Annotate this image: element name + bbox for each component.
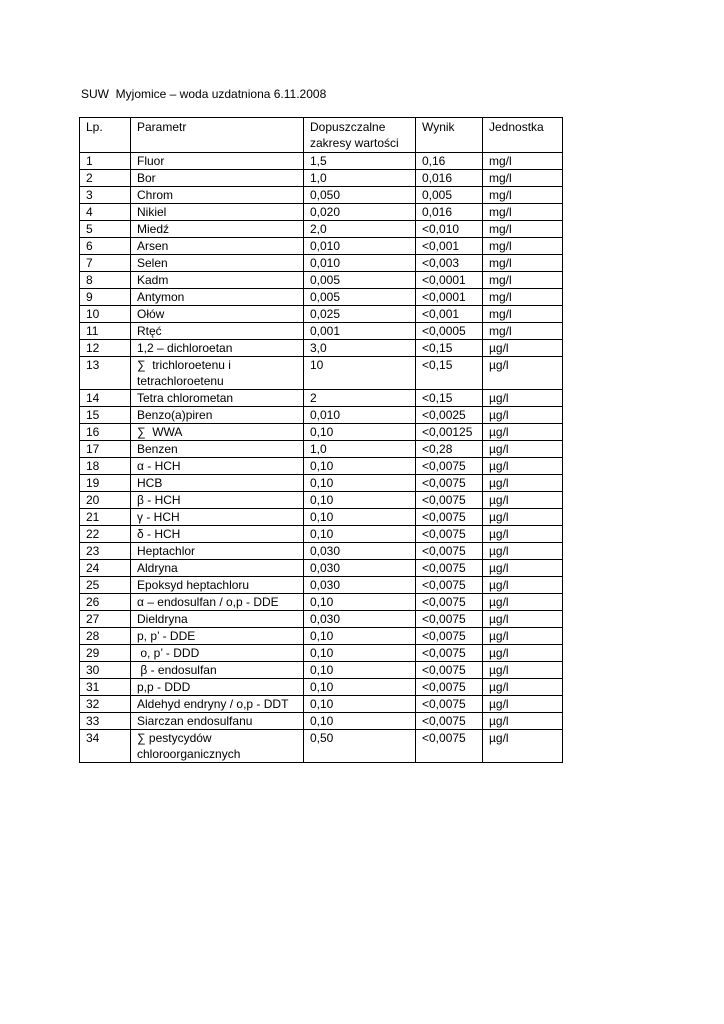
cell-zakres: 0,010 — [304, 238, 416, 255]
table-row — [80, 187, 563, 204]
cell-parametr: β - endosulfan — [131, 662, 304, 679]
cell-zakres: 0,10 — [304, 594, 416, 611]
cell-wynik: <0,0075 — [416, 679, 483, 696]
cell-jednostka: µg/l — [483, 696, 563, 713]
cell-parametr: Arsen — [131, 238, 304, 255]
cell-wynik: <0,001 — [416, 306, 483, 323]
cell-lp: 13 — [80, 357, 131, 390]
table-row — [80, 475, 563, 492]
cell-lp: 18 — [80, 458, 131, 475]
cell-zakres: 0,50 — [304, 730, 416, 763]
cell-lp: 23 — [80, 543, 131, 560]
cell-parametr: Dieldryna — [131, 611, 304, 628]
table-body — [80, 153, 563, 763]
cell-lp: 1 — [80, 153, 131, 170]
cell-zakres: 0,10 — [304, 492, 416, 509]
cell-parametr: β - HCH — [131, 492, 304, 509]
cell-wynik: <0,0075 — [416, 611, 483, 628]
table-row — [80, 424, 563, 441]
cell-jednostka: mg/l — [483, 272, 563, 289]
cell-zakres: 0,030 — [304, 560, 416, 577]
cell-jednostka: µg/l — [483, 543, 563, 560]
table-row — [80, 577, 563, 594]
cell-wynik: 0,16 — [416, 153, 483, 170]
cell-wynik: 0,005 — [416, 187, 483, 204]
cell-zakres: 0,10 — [304, 679, 416, 696]
cell-wynik: <0,00125 — [416, 424, 483, 441]
cell-jednostka: µg/l — [483, 526, 563, 543]
cell-zakres: 0,050 — [304, 187, 416, 204]
cell-lp: 22 — [80, 526, 131, 543]
cell-lp: 26 — [80, 594, 131, 611]
cell-zakres: 0,10 — [304, 696, 416, 713]
cell-jednostka: µg/l — [483, 594, 563, 611]
cell-parametr: ∑ WWA — [131, 424, 304, 441]
cell-jednostka: µg/l — [483, 645, 563, 662]
header-parametr: Parametr — [131, 118, 304, 153]
cell-lp: 19 — [80, 475, 131, 492]
cell-parametr: Rtęć — [131, 323, 304, 340]
cell-parametr: p,p - DDD — [131, 679, 304, 696]
cell-parametr: ∑ trichloroetenu i tetrachloroetenu — [131, 357, 304, 390]
table-row — [80, 255, 563, 272]
cell-jednostka: mg/l — [483, 170, 563, 187]
cell-wynik: <0,0075 — [416, 526, 483, 543]
cell-zakres: 0,10 — [304, 628, 416, 645]
cell-lp: 20 — [80, 492, 131, 509]
cell-wynik: <0,0075 — [416, 492, 483, 509]
table-row — [80, 611, 563, 628]
cell-parametr: Aldryna — [131, 560, 304, 577]
cell-parametr: Aldehyd endryny / o,p - DDT — [131, 696, 304, 713]
cell-wynik: <0,0025 — [416, 407, 483, 424]
table-row — [80, 696, 563, 713]
table-row — [80, 272, 563, 289]
cell-jednostka: mg/l — [483, 323, 563, 340]
cell-jednostka: µg/l — [483, 357, 563, 390]
cell-jednostka: µg/l — [483, 577, 563, 594]
cell-wynik: <0,0005 — [416, 323, 483, 340]
table-row — [80, 340, 563, 357]
table-row — [80, 153, 563, 170]
cell-zakres: 2 — [304, 390, 416, 407]
cell-parametr: o, p’ - DDD — [131, 645, 304, 662]
cell-zakres: 0,030 — [304, 611, 416, 628]
cell-zakres: 0,030 — [304, 577, 416, 594]
cell-lp: 31 — [80, 679, 131, 696]
cell-jednostka: mg/l — [483, 204, 563, 221]
cell-zakres: 1,5 — [304, 153, 416, 170]
cell-jednostka: µg/l — [483, 509, 563, 526]
cell-zakres: 2,0 — [304, 221, 416, 238]
cell-parametr: Miedź — [131, 221, 304, 238]
cell-zakres: 0,005 — [304, 272, 416, 289]
cell-lp: 4 — [80, 204, 131, 221]
header-wynik: Wynik — [416, 118, 483, 153]
cell-zakres: 0,10 — [304, 509, 416, 526]
header-jednostka: Jednostka — [483, 118, 563, 153]
table-header-row — [80, 118, 563, 153]
cell-parametr: γ - HCH — [131, 509, 304, 526]
cell-jednostka: mg/l — [483, 153, 563, 170]
cell-zakres: 0,10 — [304, 526, 416, 543]
table-row — [80, 170, 563, 187]
cell-wynik: <0,0075 — [416, 730, 483, 763]
cell-lp: 32 — [80, 696, 131, 713]
cell-parametr: Antymon — [131, 289, 304, 306]
cell-lp: 34 — [80, 730, 131, 763]
table-row — [80, 357, 563, 390]
cell-parametr: Nikiel — [131, 204, 304, 221]
cell-parametr: δ - HCH — [131, 526, 304, 543]
cell-parametr: Epoksyd heptachloru — [131, 577, 304, 594]
cell-parametr: Chrom — [131, 187, 304, 204]
cell-lp: 3 — [80, 187, 131, 204]
table-row — [80, 543, 563, 560]
table-row — [80, 628, 563, 645]
cell-jednostka: µg/l — [483, 662, 563, 679]
cell-zakres: 0,10 — [304, 458, 416, 475]
table-row — [80, 238, 563, 255]
cell-jednostka: mg/l — [483, 187, 563, 204]
cell-lp: 16 — [80, 424, 131, 441]
cell-parametr: Tetra chlorometan — [131, 390, 304, 407]
cell-jednostka: mg/l — [483, 238, 563, 255]
cell-lp: 10 — [80, 306, 131, 323]
table-row — [80, 560, 563, 577]
cell-jednostka: µg/l — [483, 628, 563, 645]
cell-wynik: <0,0075 — [416, 628, 483, 645]
table-row — [80, 289, 563, 306]
cell-jednostka: mg/l — [483, 255, 563, 272]
cell-wynik: 0,016 — [416, 204, 483, 221]
cell-lp: 12 — [80, 340, 131, 357]
cell-zakres: 0,010 — [304, 255, 416, 272]
cell-parametr: Benzo(a)piren — [131, 407, 304, 424]
cell-lp: 5 — [80, 221, 131, 238]
table-row — [80, 221, 563, 238]
cell-wynik: <0,0075 — [416, 577, 483, 594]
cell-zakres: 0,030 — [304, 543, 416, 560]
cell-jednostka: mg/l — [483, 221, 563, 238]
table-row — [80, 526, 563, 543]
cell-parametr: α - HCH — [131, 458, 304, 475]
cell-wynik: <0,0075 — [416, 594, 483, 611]
table-row — [80, 509, 563, 526]
cell-wynik: <0,0075 — [416, 509, 483, 526]
cell-wynik: 0,016 — [416, 170, 483, 187]
cell-jednostka: µg/l — [483, 390, 563, 407]
cell-lp: 33 — [80, 713, 131, 730]
cell-parametr: Ołów — [131, 306, 304, 323]
cell-lp: 27 — [80, 611, 131, 628]
cell-parametr: ∑ pestycydów chloroorganicznych — [131, 730, 304, 763]
cell-wynik: <0,010 — [416, 221, 483, 238]
cell-parametr: Siarczan endosulfanu — [131, 713, 304, 730]
table-row — [80, 679, 563, 696]
cell-parametr: α – endosulfan / o,p - DDE — [131, 594, 304, 611]
cell-wynik: <0,0075 — [416, 713, 483, 730]
cell-jednostka: µg/l — [483, 441, 563, 458]
cell-lp: 28 — [80, 628, 131, 645]
cell-zakres: 0,10 — [304, 713, 416, 730]
table-row — [80, 645, 563, 662]
cell-jednostka: µg/l — [483, 713, 563, 730]
table-row — [80, 492, 563, 509]
table-row — [80, 407, 563, 424]
cell-jednostka: µg/l — [483, 492, 563, 509]
table-row — [80, 662, 563, 679]
cell-zakres: 0,10 — [304, 475, 416, 492]
document-title: SUW Myjomice – woda uzdatniona 6.11.2008 — [81, 87, 327, 101]
cell-lp: 6 — [80, 238, 131, 255]
cell-lp: 24 — [80, 560, 131, 577]
cell-wynik: <0,0075 — [416, 458, 483, 475]
cell-lp: 29 — [80, 645, 131, 662]
cell-wynik: <0,0075 — [416, 475, 483, 492]
cell-zakres: 0,025 — [304, 306, 416, 323]
cell-wynik: <0,0001 — [416, 289, 483, 306]
cell-wynik: <0,0075 — [416, 696, 483, 713]
cell-wynik: <0,0001 — [416, 272, 483, 289]
cell-zakres: 0,010 — [304, 407, 416, 424]
cell-jednostka: µg/l — [483, 730, 563, 763]
cell-zakres: 3,0 — [304, 340, 416, 357]
cell-jednostka: µg/l — [483, 424, 563, 441]
cell-jednostka: µg/l — [483, 679, 563, 696]
cell-parametr: p, p’ - DDE — [131, 628, 304, 645]
cell-wynik: <0,0075 — [416, 560, 483, 577]
cell-jednostka: µg/l — [483, 340, 563, 357]
table-row — [80, 306, 563, 323]
header-lp: Lp. — [80, 118, 131, 153]
cell-lp: 17 — [80, 441, 131, 458]
cell-lp: 2 — [80, 170, 131, 187]
table-row — [80, 323, 563, 340]
cell-jednostka: mg/l — [483, 306, 563, 323]
cell-lp: 7 — [80, 255, 131, 272]
cell-wynik: <0,0075 — [416, 543, 483, 560]
cell-lp: 30 — [80, 662, 131, 679]
table-row — [80, 594, 563, 611]
cell-lp: 9 — [80, 289, 131, 306]
header-zakresy: Dopuszczalne zakresy wartości — [304, 118, 416, 153]
cell-zakres: 0,005 — [304, 289, 416, 306]
table-row — [80, 730, 563, 763]
cell-jednostka: µg/l — [483, 407, 563, 424]
cell-wynik: <0,0075 — [416, 645, 483, 662]
cell-jednostka: µg/l — [483, 475, 563, 492]
results-table — [79, 117, 563, 763]
cell-wynik: <0,15 — [416, 357, 483, 390]
cell-zakres: 0,10 — [304, 645, 416, 662]
cell-lp: 25 — [80, 577, 131, 594]
cell-zakres: 0,020 — [304, 204, 416, 221]
cell-jednostka: µg/l — [483, 611, 563, 628]
cell-zakres: 0,10 — [304, 424, 416, 441]
cell-parametr: Selen — [131, 255, 304, 272]
table-row — [80, 458, 563, 475]
cell-zakres: 1,0 — [304, 441, 416, 458]
cell-lp: 14 — [80, 390, 131, 407]
cell-parametr: Benzen — [131, 441, 304, 458]
cell-lp: 11 — [80, 323, 131, 340]
table-row — [80, 713, 563, 730]
cell-parametr: Bor — [131, 170, 304, 187]
cell-wynik: <0,15 — [416, 340, 483, 357]
table-row — [80, 441, 563, 458]
cell-parametr: Fluor — [131, 153, 304, 170]
cell-parametr: Kadm — [131, 272, 304, 289]
cell-wynik: <0,0075 — [416, 662, 483, 679]
cell-lp: 8 — [80, 272, 131, 289]
cell-jednostka: µg/l — [483, 458, 563, 475]
cell-jednostka: µg/l — [483, 560, 563, 577]
cell-parametr: 1,2 – dichloroetan — [131, 340, 304, 357]
cell-jednostka: mg/l — [483, 289, 563, 306]
cell-wynik: <0,003 — [416, 255, 483, 272]
cell-zakres: 1,0 — [304, 170, 416, 187]
cell-wynik: <0,15 — [416, 390, 483, 407]
cell-zakres: 0,001 — [304, 323, 416, 340]
cell-wynik: <0,001 — [416, 238, 483, 255]
cell-lp: 15 — [80, 407, 131, 424]
cell-parametr: HCB — [131, 475, 304, 492]
table-row — [80, 204, 563, 221]
cell-lp: 21 — [80, 509, 131, 526]
cell-parametr: Heptachlor — [131, 543, 304, 560]
cell-zakres: 10 — [304, 357, 416, 390]
table-row — [80, 390, 563, 407]
cell-zakres: 0,10 — [304, 662, 416, 679]
cell-wynik: <0,28 — [416, 441, 483, 458]
